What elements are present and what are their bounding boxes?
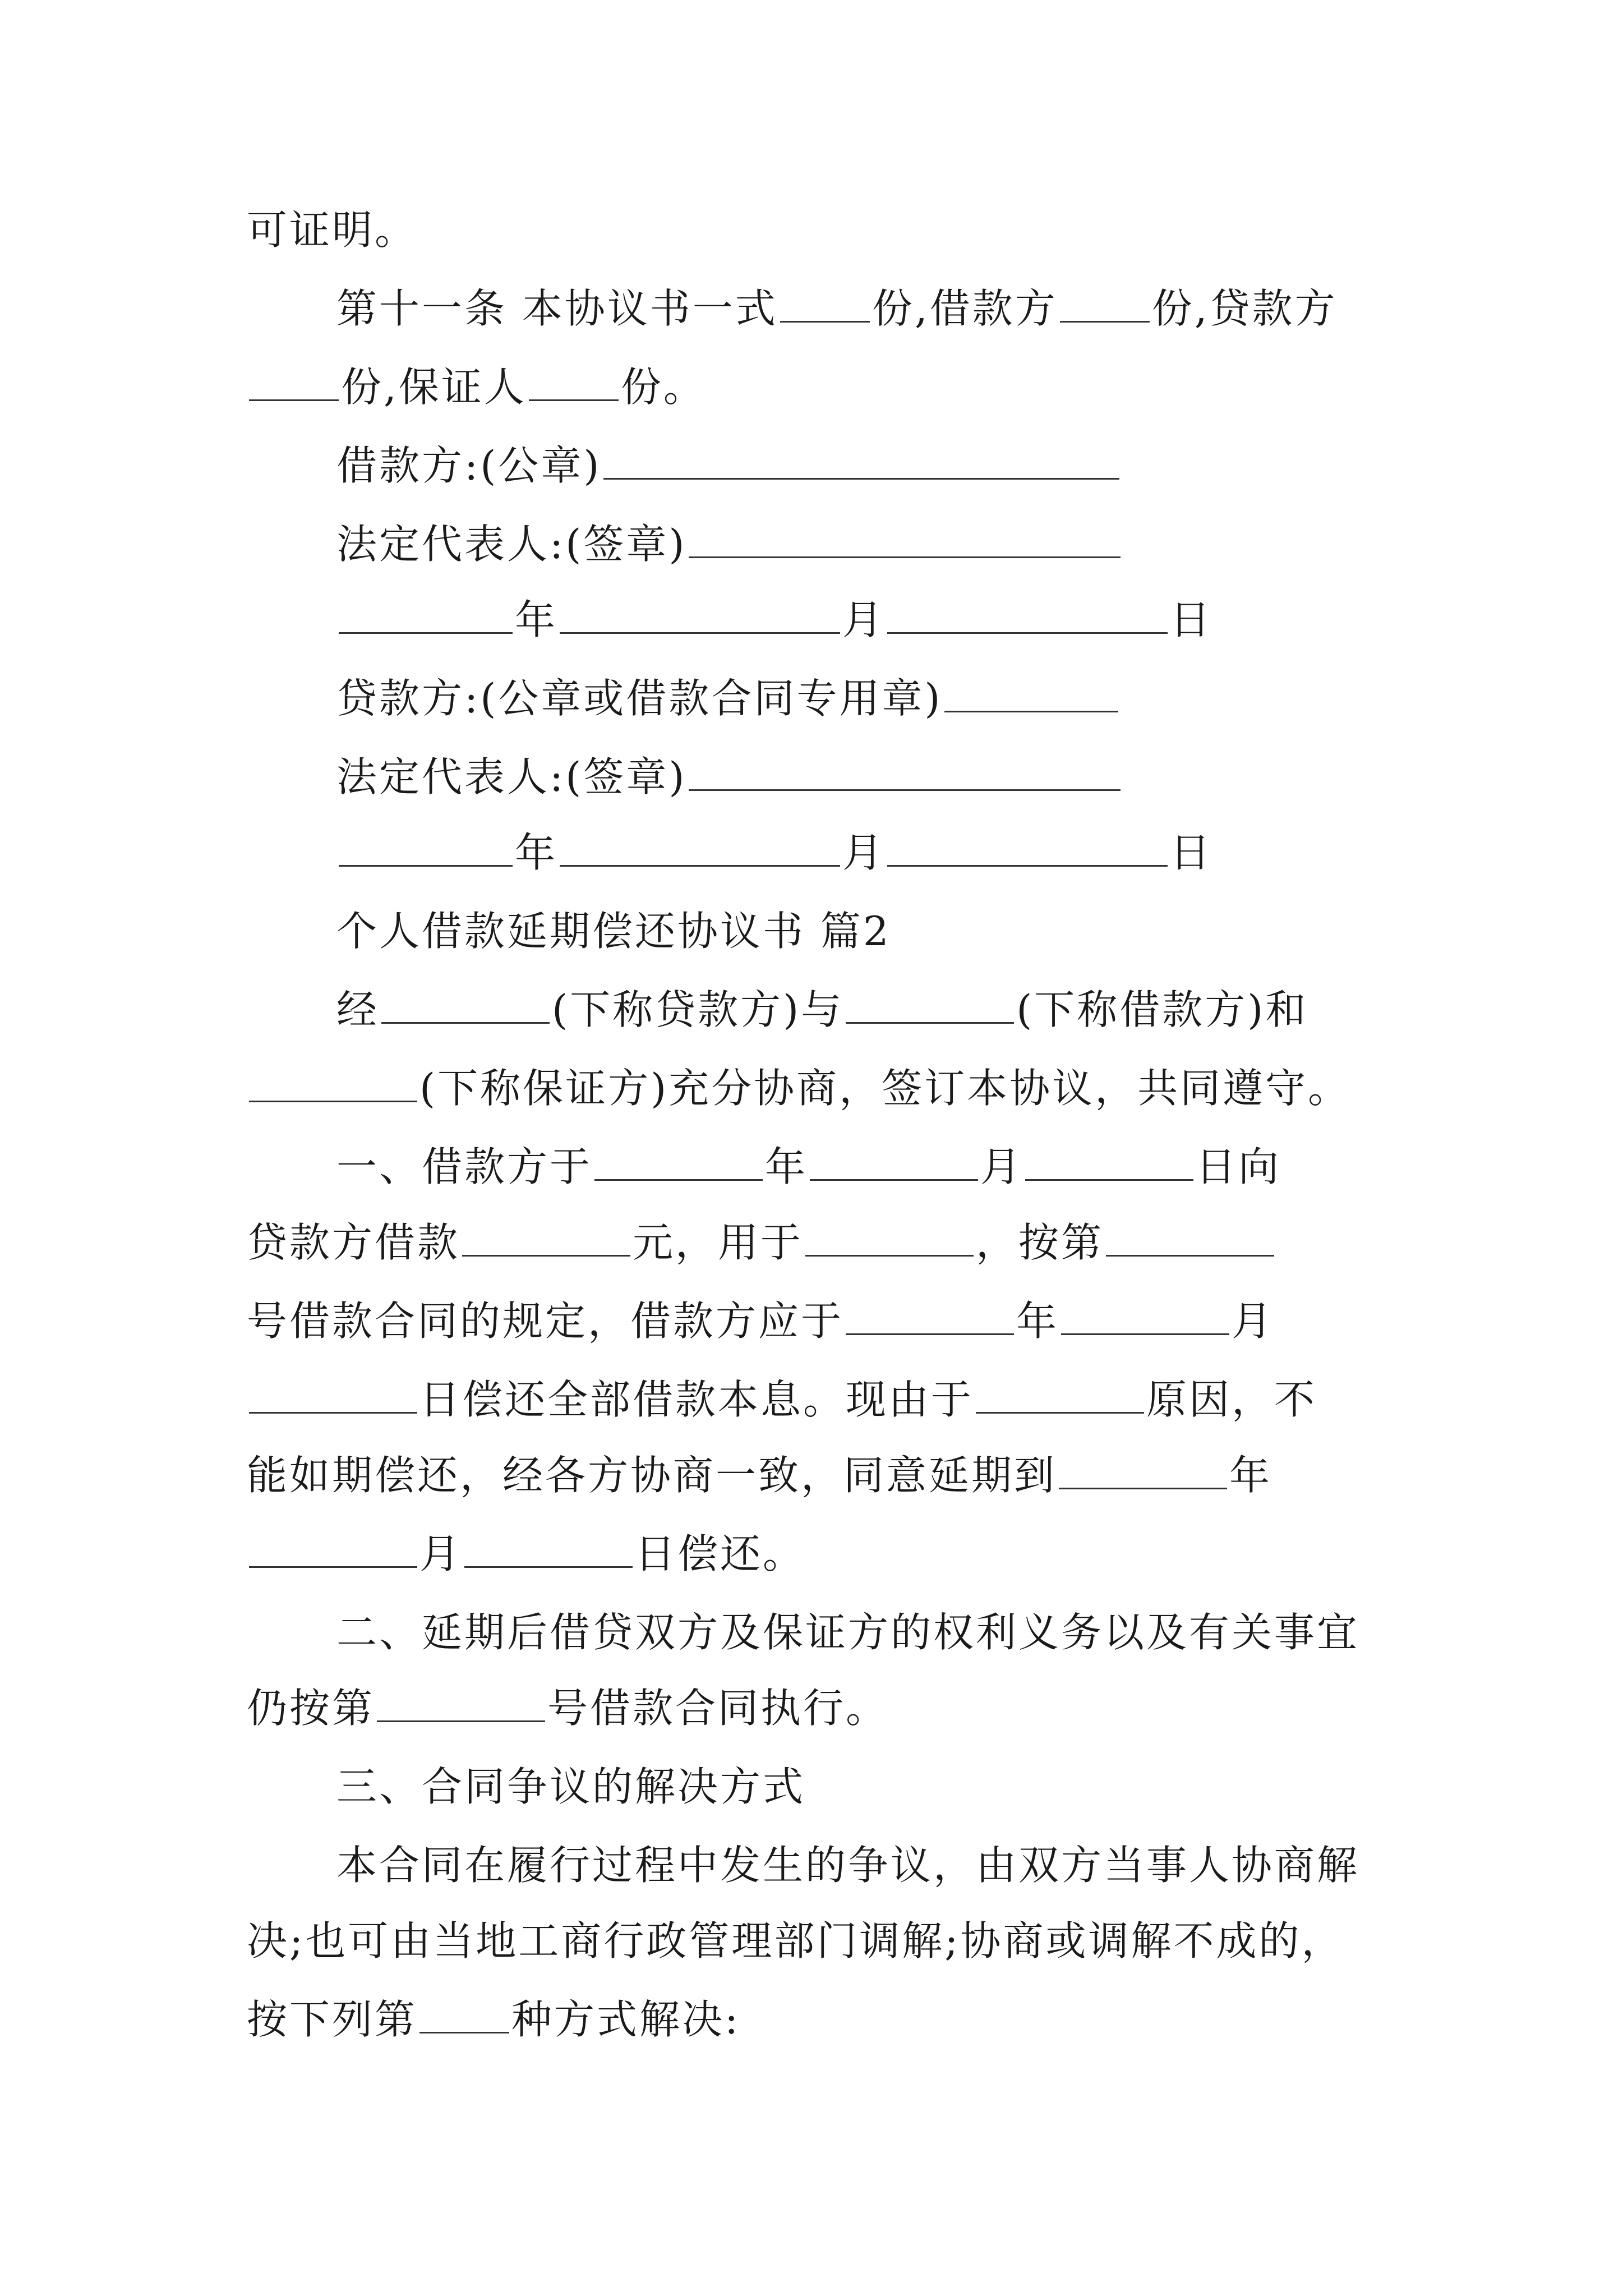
- blank-field[interactable]: [249, 1064, 417, 1102]
- text-line: 决;也可由当地工商行政管理部门调解;协商或调解不成的，: [247, 1917, 1344, 1964]
- blank-field[interactable]: [339, 596, 513, 634]
- text-line: 可证明。: [247, 206, 418, 254]
- blank-field[interactable]: [1060, 284, 1150, 323]
- blank-field[interactable]: [594, 1143, 763, 1181]
- text-line: 份,保证人 份。: [247, 359, 706, 415]
- text-line: 经 (下称贷款方)与 (下称借款方)和: [336, 986, 1308, 1033]
- blank-field[interactable]: [377, 1684, 545, 1722]
- blank-field[interactable]: [846, 986, 1014, 1024]
- blank-field[interactable]: [339, 829, 513, 867]
- blank-field[interactable]: [603, 441, 1119, 480]
- borrower-seal-line: 借款方:(公章): [336, 438, 1122, 494]
- blank-field[interactable]: [689, 520, 1121, 558]
- text-line: 能如期偿还，经各方协商一致，同意延期到 年: [247, 1452, 1272, 1499]
- text-line: 二、延期后借贷双方及保证方的权利义务以及有关事宜: [336, 1609, 1360, 1656]
- text-line: 日偿还全部借款本息。现由于 原因，不: [247, 1372, 1317, 1428]
- text-line: 按下列第 种方式解决:: [247, 1996, 741, 2043]
- blank-field[interactable]: [529, 363, 619, 401]
- text-line: 一、借款方于 年 月 日向: [336, 1143, 1281, 1190]
- blank-field[interactable]: [976, 1375, 1144, 1414]
- text-line: 号借款合同的规定，借款方应于 年 月: [247, 1297, 1275, 1345]
- text-line: 仍按第 号借款合同执行。: [247, 1685, 889, 1732]
- lender-seal-line: 贷款方:(公章或借款合同专用章): [336, 670, 1121, 726]
- blank-field[interactable]: [560, 829, 840, 867]
- blank-field[interactable]: [1059, 1451, 1227, 1489]
- section-heading: 三、合同争议的解决方式: [336, 1763, 806, 1810]
- blank-field[interactable]: [560, 596, 840, 634]
- section-title: 个人借款延期偿还协议书 篇2: [336, 908, 891, 955]
- text-line: 本合同在履行过程中发生的争议，由双方当事人协商解: [336, 1842, 1360, 1889]
- blank-field[interactable]: [805, 1218, 974, 1257]
- blank-field[interactable]: [249, 1375, 417, 1414]
- blank-field[interactable]: [887, 596, 1168, 634]
- blank-field[interactable]: [944, 674, 1118, 712]
- text-line: 月 日偿还。: [247, 1526, 805, 1582]
- blank-field[interactable]: [464, 1530, 633, 1568]
- blank-field[interactable]: [381, 986, 550, 1024]
- clause-eleven-line: 第十一条 本协议书一式 份,借款方 份,贷款方: [336, 285, 1338, 332]
- date-line: 年 月 日: [336, 825, 1212, 881]
- text-line: 贷款方借款 元，用于 ，按第: [247, 1214, 1276, 1271]
- blank-field[interactable]: [1061, 1297, 1229, 1335]
- blank-field[interactable]: [249, 363, 339, 401]
- blank-field[interactable]: [1106, 1218, 1274, 1257]
- blank-field[interactable]: [887, 829, 1168, 867]
- blank-field[interactable]: [810, 1143, 978, 1181]
- blank-field[interactable]: [462, 1218, 630, 1257]
- legal-rep-signature-line: 法定代表人:(签章): [336, 749, 1123, 805]
- blank-field[interactable]: [689, 753, 1121, 791]
- blank-field[interactable]: [846, 1297, 1014, 1335]
- blank-field[interactable]: [249, 1530, 417, 1568]
- date-line: 年 月 日: [336, 592, 1212, 648]
- blank-field[interactable]: [1025, 1143, 1193, 1181]
- legal-rep-signature-line: 法定代表人:(签章): [336, 516, 1123, 572]
- blank-field[interactable]: [780, 284, 870, 323]
- text-line: (下称保证方)充分协商，签订本协议，共同遵守。: [247, 1060, 1350, 1116]
- blank-field[interactable]: [419, 1995, 509, 2033]
